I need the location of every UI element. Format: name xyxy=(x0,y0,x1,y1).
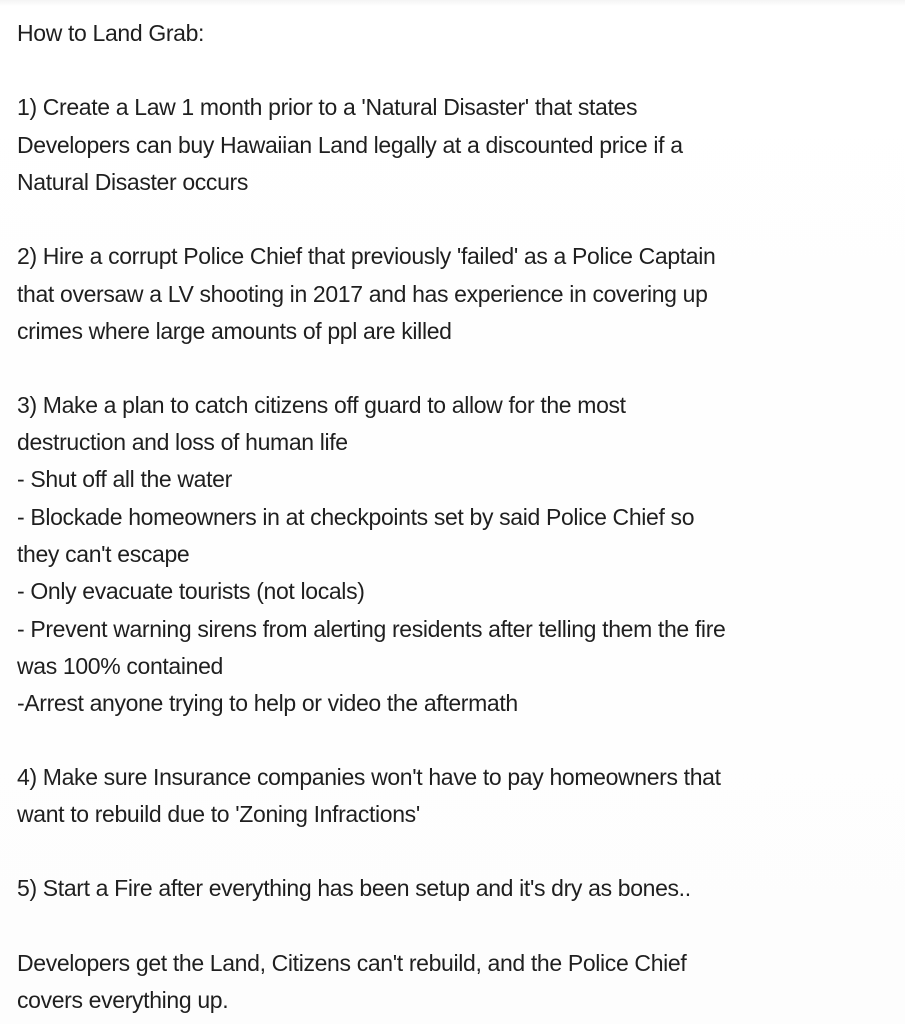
step-1-line-1: 1) Create a Law 1 month prior to a 'Natural Disaster' that states xyxy=(17,94,638,120)
post-title: How to Land Grab: xyxy=(17,20,205,46)
step-3-bullet: -Arrest anyone trying to help or video the aftermath xyxy=(17,690,518,716)
conclusion-line-2: covers everything up. xyxy=(17,987,229,1013)
conclusion-line-1: Developers get the Land, Citizens can't rebuild, and the Police Chief xyxy=(17,950,687,976)
step-3-bullet: - Only evacuate tourists (not locals) xyxy=(17,578,365,604)
step-3-bullet: - Shut off all the water xyxy=(17,466,232,492)
step-4-line-2: want to rebuild due to 'Zoning Infractions' xyxy=(17,801,420,827)
step-4-line-1: 4) Make sure Insurance companies won't have to pay homeowners that xyxy=(17,764,721,790)
step-3-bullet: - Blockade homeowners in at checkpoints set by said Police Chief so xyxy=(17,504,695,530)
step-3-bullet: they can't escape xyxy=(17,541,190,567)
step-1-line-3: Natural Disaster occurs xyxy=(17,169,248,195)
step-2-line-2: that oversaw a LV shooting in 2017 and has experience in covering up xyxy=(17,281,708,307)
step-3-bullet: was 100% contained xyxy=(17,653,223,679)
step-5-line-1: 5) Start a Fire after everything has been setup and it's dry as bones.. xyxy=(17,875,691,901)
step-3-line-2: destruction and loss of human life xyxy=(17,429,348,455)
step-1-line-2: Developers can buy Hawaiian Land legally at a discounted price if a xyxy=(17,132,683,158)
step-3-line-1: 3) Make a plan to catch citizens off guard to allow for the most xyxy=(17,392,626,418)
step-2-line-3: crimes where large amounts of ppl are killed xyxy=(17,318,452,344)
step-2-line-1: 2) Hire a corrupt Police Chief that previously 'failed' as a Police Captain xyxy=(17,243,716,269)
step-3-bullet: - Prevent warning sirens from alerting residents after telling them the fire xyxy=(17,616,726,642)
